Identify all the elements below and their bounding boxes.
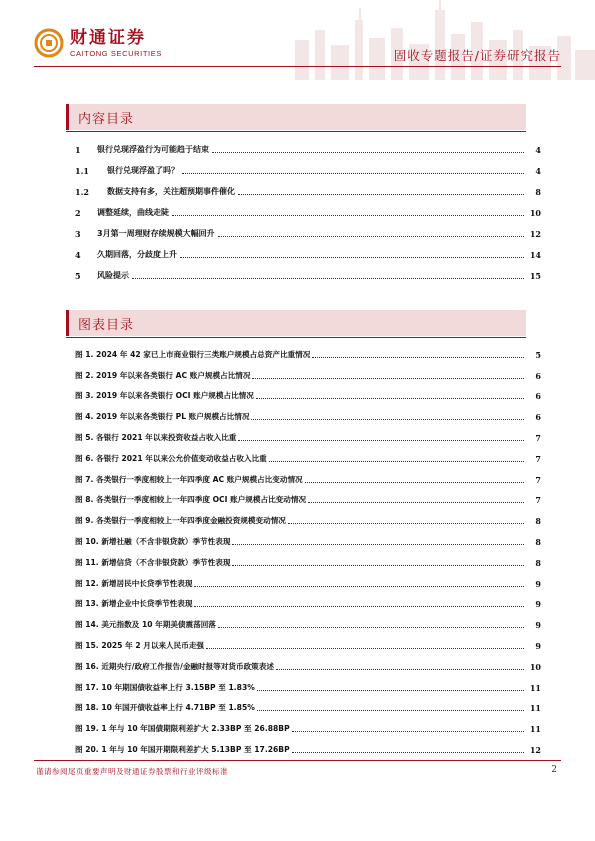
toc-entry-title: 3月第一周理财存续规模大幅回升	[97, 229, 215, 238]
figure-list	[75, 339, 541, 755]
toc-entry-title: 银行兑现浮盈了吗？	[107, 166, 179, 175]
toc-entry-page: 10	[529, 208, 541, 218]
page-header	[0, 0, 595, 80]
toc-entry-number: 5	[75, 271, 81, 281]
toc-entry-number: 1	[75, 145, 81, 155]
dot-leader	[312, 357, 524, 358]
figure-entry-title: 图 5. 各银行 2021 年以来投资收益占收入比重	[75, 432, 237, 442]
toc-entry[interactable]	[75, 260, 541, 281]
dot-leader	[182, 173, 524, 174]
toc-entry-title: 久期回落，分歧度上升	[97, 250, 177, 259]
figure-entry-page: 9	[535, 578, 541, 589]
dot-leader	[206, 648, 524, 649]
figure-entry[interactable]	[75, 609, 541, 630]
dot-leader	[218, 236, 524, 237]
dot-leader	[305, 482, 524, 483]
toc-entry-page: 4	[535, 166, 541, 176]
toc-entry-number: 3	[75, 229, 81, 239]
figure-entry[interactable]	[75, 693, 541, 714]
figure-entry[interactable]	[75, 464, 541, 485]
dot-leader	[238, 194, 524, 195]
figure-entry-title: 图 2. 2019 年以来各类银行 AC 账户规模占比情况	[75, 370, 251, 380]
figure-entry-page: 6	[535, 391, 541, 402]
figure-entry-page: 6	[535, 412, 541, 423]
figures-section-title: 图表目录	[78, 318, 135, 333]
figure-entry-title: 图 10. 新增社融（不含非银贷款）季节性表现	[75, 536, 231, 546]
dot-leader	[172, 215, 524, 216]
toc-section-header	[66, 104, 526, 130]
figure-entry-page: 7	[535, 474, 541, 485]
toc-entry-title: 银行兑现浮盈行为可能趋于结束	[97, 145, 209, 154]
dot-leader	[238, 440, 524, 441]
figure-entry-title: 图 13. 新增企业中长贷季节性表现	[75, 599, 193, 609]
footer-divider	[34, 760, 561, 761]
figure-entry-title: 图 11. 新增信贷（不含非银贷款）季节性表现	[75, 557, 231, 567]
toc-entry[interactable]	[75, 197, 541, 218]
dot-leader	[288, 523, 524, 524]
toc-entry-title: 调整延续，曲线走陡	[97, 208, 169, 217]
figure-entry[interactable]	[75, 443, 541, 464]
city-skyline-watermark	[235, 0, 595, 80]
dot-leader	[212, 152, 524, 153]
dot-leader	[292, 752, 524, 753]
toc-entry-number: 2	[75, 208, 81, 218]
dot-leader	[194, 586, 524, 587]
figure-entry-title: 图 6. 各银行 2021 年以来公允价值变动收益占收入比重	[75, 453, 267, 463]
toc-entry[interactable]	[75, 218, 541, 239]
toc-entry-number: 1.1	[75, 166, 89, 176]
toc-entry-page: 8	[535, 187, 541, 197]
toc-entry[interactable]	[75, 134, 541, 155]
figure-entry-page: 6	[535, 370, 541, 381]
figure-entry[interactable]	[75, 526, 541, 547]
figure-entry-title: 图 15. 2025 年 2 月以来人民币走强	[75, 640, 205, 650]
figure-entry-title: 图 17. 10 年期国债收益率上行 3.15BP 至 1.83%	[75, 682, 255, 692]
figure-entry-title: 图 16. 近期央行/政府工作报告/金融时报等对货币政策表述	[75, 661, 274, 671]
figure-entry-title: 图 3. 2019 年以来各类银行 OCI 账户规模占比情况	[75, 391, 254, 401]
figure-entry-page: 11	[529, 682, 541, 693]
figure-entry[interactable]	[75, 422, 541, 443]
dot-leader	[232, 544, 524, 545]
figure-entry-page: 8	[535, 516, 541, 527]
figure-entry-title: 图 20. 1 年与 10 年国开期限利差扩大 5.13BP 至 17.26BP	[75, 744, 290, 754]
dot-leader	[269, 461, 524, 462]
dot-leader	[308, 502, 524, 503]
figure-entry[interactable]	[75, 630, 541, 651]
section-accent-bar	[66, 104, 69, 130]
page-number: 2	[551, 765, 557, 775]
figure-entry[interactable]	[75, 401, 541, 422]
dot-leader	[132, 278, 524, 279]
figure-entry[interactable]	[75, 505, 541, 526]
figure-entry-page: 7	[535, 432, 541, 443]
figure-entry[interactable]	[75, 672, 541, 693]
toc-entry[interactable]	[75, 176, 541, 197]
figure-entry[interactable]	[75, 651, 541, 672]
figure-entry-page: 7	[535, 495, 541, 506]
figure-entry-title: 图 7. 各类银行一季度相较上一年四季度 AC 账户规模占比变动情况	[75, 474, 303, 484]
figure-entry-page: 5	[535, 349, 541, 360]
dot-leader	[257, 710, 524, 711]
figure-entry-page: 9	[535, 620, 541, 631]
dot-leader	[251, 419, 524, 420]
logo-emblem-icon	[34, 28, 64, 58]
toc-entry-title: 数据支持有多，关注超预期事件催化	[107, 187, 235, 196]
figure-entry-page: 9	[535, 640, 541, 651]
figure-entry-page: 8	[535, 557, 541, 568]
toc-entry-page: 15	[529, 271, 541, 281]
logo-english-name: CAITONG SECURITIES	[70, 48, 162, 58]
figure-entry-page: 11	[529, 703, 541, 714]
toc-entry-title: 风险提示	[97, 271, 129, 280]
figures-section-header	[66, 310, 526, 336]
toc-entry[interactable]	[75, 239, 541, 260]
figure-entry[interactable]	[75, 713, 541, 734]
figure-entry[interactable]	[75, 547, 541, 568]
logo-chinese-name: 财通证券	[70, 27, 146, 48]
figure-entry-title: 图 1. 2024 年 42 家已上市商业银行三类账户规模占总资产比重情况	[75, 349, 311, 359]
figure-entry-page: 8	[535, 536, 541, 547]
figure-entry-title: 图 19. 1 年与 10 年国债期限利差扩大 2.33BP 至 26.88BP	[75, 724, 290, 734]
figure-entry[interactable]	[75, 485, 541, 506]
section-underline	[66, 131, 526, 132]
toc-entry-page: 14	[529, 250, 541, 260]
figure-entry-page: 11	[529, 724, 541, 735]
figure-entry[interactable]	[75, 381, 541, 402]
figure-entry-page: 10	[529, 661, 541, 672]
dot-leader	[252, 378, 524, 379]
dot-leader	[194, 606, 524, 607]
dot-leader	[276, 669, 524, 670]
figure-entry-page: 9	[535, 599, 541, 610]
toc-entry-number: 4	[75, 250, 81, 260]
figure-entry-title: 图 12. 新增居民中长贷季节性表现	[75, 578, 193, 588]
figure-entry-page: 7	[535, 453, 541, 464]
header-divider	[34, 66, 561, 67]
dot-leader	[180, 257, 524, 258]
dot-leader	[256, 398, 524, 399]
dot-leader	[218, 627, 524, 628]
report-type-title: 固收专题报告/证券研究报告	[393, 48, 561, 63]
figure-entry-title: 图 18. 10 年国开债收益率上行 4.71BP 至 1.85%	[75, 703, 255, 713]
section-accent-bar	[66, 310, 69, 336]
figure-entry-page: 12	[529, 744, 541, 755]
figure-entry-title: 图 9. 各类银行一季度相较上一年四季度金融投资规模变动情况	[75, 516, 286, 526]
toc-entry-page: 4	[535, 145, 541, 155]
toc-section-title: 内容目录	[78, 112, 135, 127]
toc-entry[interactable]	[75, 155, 541, 176]
figure-entry-title: 图 14. 美元指数及 10 年期美债震荡回落	[75, 620, 216, 630]
figure-entry[interactable]	[75, 734, 541, 755]
figure-entry[interactable]	[75, 568, 541, 589]
toc-entry-number: 1.2	[75, 187, 89, 197]
figure-entry[interactable]	[75, 360, 541, 381]
dot-leader	[292, 731, 524, 732]
dot-leader	[257, 690, 524, 691]
figure-entry[interactable]	[75, 589, 541, 610]
figure-entry[interactable]	[75, 339, 541, 360]
toc-entry-page: 12	[529, 229, 541, 239]
figure-entry-title: 图 8. 各类银行一季度相较上一年四季度 OCI 账户规模占比变动情况	[75, 495, 307, 505]
dot-leader	[232, 565, 524, 566]
company-logo	[34, 28, 162, 58]
footer-disclaimer: 谨请参阅尾页重要声明及财通证券股票和行业评级标准	[36, 767, 228, 776]
figure-entry-title: 图 4. 2019 年以来各类银行 PL 账户规模占比情况	[75, 412, 250, 422]
toc-list	[75, 134, 541, 281]
section-underline	[66, 337, 526, 338]
